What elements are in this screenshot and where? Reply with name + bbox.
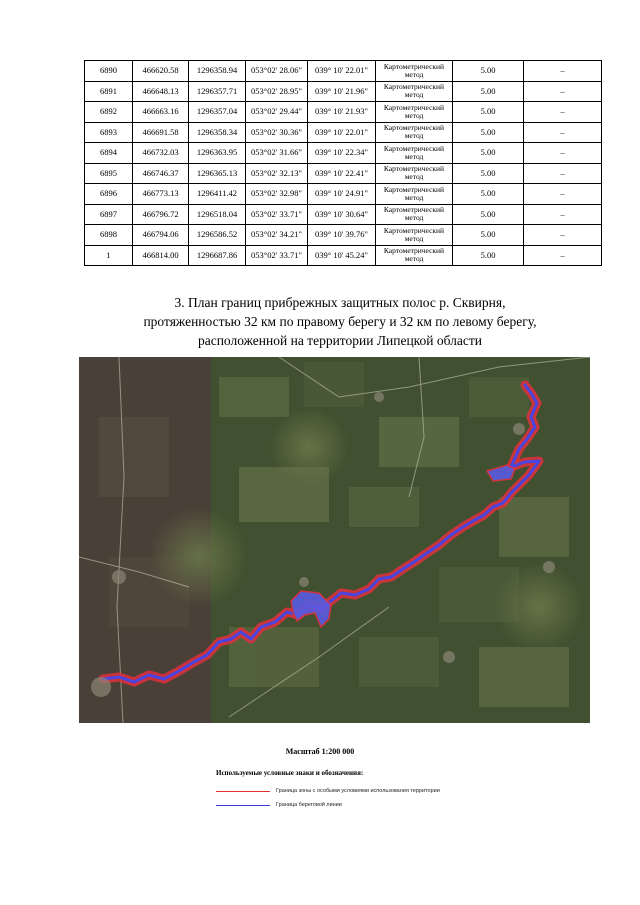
y-coordinate-cell: 1296357.04 <box>189 102 246 123</box>
table-row <box>85 225 602 246</box>
note-cell: – <box>524 184 602 205</box>
x-coordinate-cell: 466663.16 <box>133 102 189 123</box>
latitude-cell: 053°02' 32.13" <box>246 163 308 184</box>
longitude-cell: 039° 10' 24.91" <box>308 184 376 205</box>
accuracy-cell: 5.00 <box>453 163 524 184</box>
method-cell: Картометрический метод <box>376 102 453 123</box>
accuracy-cell: 5.00 <box>453 143 524 164</box>
accuracy-cell: 5.00 <box>453 225 524 246</box>
note-cell: – <box>524 143 602 164</box>
point-number-cell: 6891 <box>85 81 133 102</box>
map-canvas <box>79 357 590 723</box>
x-coordinate-cell: 466620.58 <box>133 61 189 82</box>
point-number-cell: 6895 <box>85 163 133 184</box>
latitude-cell: 053°02' 28.95" <box>246 81 308 102</box>
x-coordinate-cell: 466794.06 <box>133 225 189 246</box>
method-cell: Картометрический метод <box>376 81 453 102</box>
note-cell: – <box>524 61 602 82</box>
longitude-cell: 039° 10' 45.24" <box>308 245 376 266</box>
latitude-cell: 053°02' 33.71" <box>246 245 308 266</box>
accuracy-cell: 5.00 <box>453 184 524 205</box>
y-coordinate-cell: 1296411.42 <box>189 184 246 205</box>
note-cell: – <box>524 163 602 184</box>
x-coordinate-cell: 466796.72 <box>133 204 189 225</box>
note-cell: – <box>524 204 602 225</box>
accuracy-cell: 5.00 <box>453 81 524 102</box>
note-cell: – <box>524 122 602 143</box>
method-cell: Картометрический метод <box>376 225 453 246</box>
table-row <box>85 163 602 184</box>
accuracy-cell: 5.00 <box>453 102 524 123</box>
x-coordinate-cell: 466814.00 <box>133 245 189 266</box>
x-coordinate-cell: 466732.03 <box>133 143 189 164</box>
table-row <box>85 61 602 82</box>
table-row <box>85 122 602 143</box>
longitude-cell: 039° 10' 22.41" <box>308 163 376 184</box>
section-title-line-1: 3. План границ прибрежных защитных полос р. Сквирня, <box>174 295 506 310</box>
latitude-cell: 053°02' 34.21" <box>246 225 308 246</box>
point-number-cell: 6893 <box>85 122 133 143</box>
method-cell: Картометрический метод <box>376 61 453 82</box>
longitude-cell: 039° 10' 22.01" <box>308 122 376 143</box>
coordinates-table-body <box>85 61 602 266</box>
longitude-cell: 039° 10' 21.96" <box>308 81 376 102</box>
longitude-cell: 039° 10' 22.34" <box>308 143 376 164</box>
point-number-cell: 1 <box>85 245 133 266</box>
method-cell: Картометрический метод <box>376 245 453 266</box>
longitude-cell: 039° 10' 30.64" <box>308 204 376 225</box>
legend-zone-label: Граница зоны с особыми условиями использования территории <box>276 788 440 794</box>
x-coordinate-cell: 466691.58 <box>133 122 189 143</box>
section-title-line-3: расположенной на территории Липецкой области <box>197 333 483 348</box>
y-coordinate-cell: 1296357.71 <box>189 81 246 102</box>
latitude-cell: 053°02' 33.71" <box>246 204 308 225</box>
table-row <box>85 102 602 123</box>
y-coordinate-cell: 1296687.86 <box>189 245 246 266</box>
latitude-cell: 053°02' 32.98" <box>246 184 308 205</box>
accuracy-cell: 5.00 <box>453 204 524 225</box>
point-number-cell: 6898 <box>85 225 133 246</box>
y-coordinate-cell: 1296365.13 <box>189 163 246 184</box>
section-title-line-2: протяженностью 32 км по правому берегу и 32 км по левому берегу, <box>143 314 537 329</box>
longitude-cell: 039° 10' 39.76" <box>308 225 376 246</box>
coordinates-table <box>84 60 602 266</box>
x-coordinate-cell: 466773.13 <box>133 184 189 205</box>
table-row <box>85 81 602 102</box>
y-coordinate-cell: 1296358.34 <box>189 122 246 143</box>
accuracy-cell: 5.00 <box>453 122 524 143</box>
y-coordinate-cell: 1296586.52 <box>189 225 246 246</box>
y-coordinate-cell: 1296363.95 <box>189 143 246 164</box>
point-number-cell: 6890 <box>85 61 133 82</box>
note-cell: – <box>524 102 602 123</box>
longitude-cell: 039° 10' 22.01" <box>308 61 376 82</box>
legend-shoreline-label: Граница береговой линии <box>276 802 342 808</box>
latitude-cell: 053°02' 29.44" <box>246 102 308 123</box>
latitude-cell: 053°02' 31.66" <box>246 143 308 164</box>
y-coordinate-cell: 1296518.04 <box>189 204 246 225</box>
latitude-cell: 053°02' 30.36" <box>246 122 308 143</box>
note-cell: – <box>524 225 602 246</box>
method-cell: Картометрический метод <box>376 143 453 164</box>
latitude-cell: 053°02' 28.06" <box>246 61 308 82</box>
method-cell: Картометрический метод <box>376 204 453 225</box>
x-coordinate-cell: 466746.37 <box>133 163 189 184</box>
point-number-cell: 6896 <box>85 184 133 205</box>
legend-heading: Используемые условные знаки и обозначения: <box>216 769 364 777</box>
accuracy-cell: 5.00 <box>453 245 524 266</box>
method-cell: Картометрический метод <box>376 122 453 143</box>
satellite-map <box>79 357 590 723</box>
note-cell: – <box>524 245 602 266</box>
legend-zone-line <box>216 791 270 792</box>
note-cell: – <box>524 81 602 102</box>
table-row <box>85 184 602 205</box>
method-cell: Картометрический метод <box>376 163 453 184</box>
point-number-cell: 6892 <box>85 102 133 123</box>
map-scale: Масштаб 1:200 000 <box>285 747 355 756</box>
table-row <box>85 143 602 164</box>
y-coordinate-cell: 1296358.94 <box>189 61 246 82</box>
x-coordinate-cell: 466648.13 <box>133 81 189 102</box>
legend-shoreline-line <box>216 805 270 806</box>
section-title <box>80 293 600 350</box>
table-row <box>85 204 602 225</box>
longitude-cell: 039° 10' 21.93" <box>308 102 376 123</box>
point-number-cell: 6897 <box>85 204 133 225</box>
point-number-cell: 6894 <box>85 143 133 164</box>
table-row <box>85 245 602 266</box>
method-cell: Картометрический метод <box>376 184 453 205</box>
accuracy-cell: 5.00 <box>453 61 524 82</box>
